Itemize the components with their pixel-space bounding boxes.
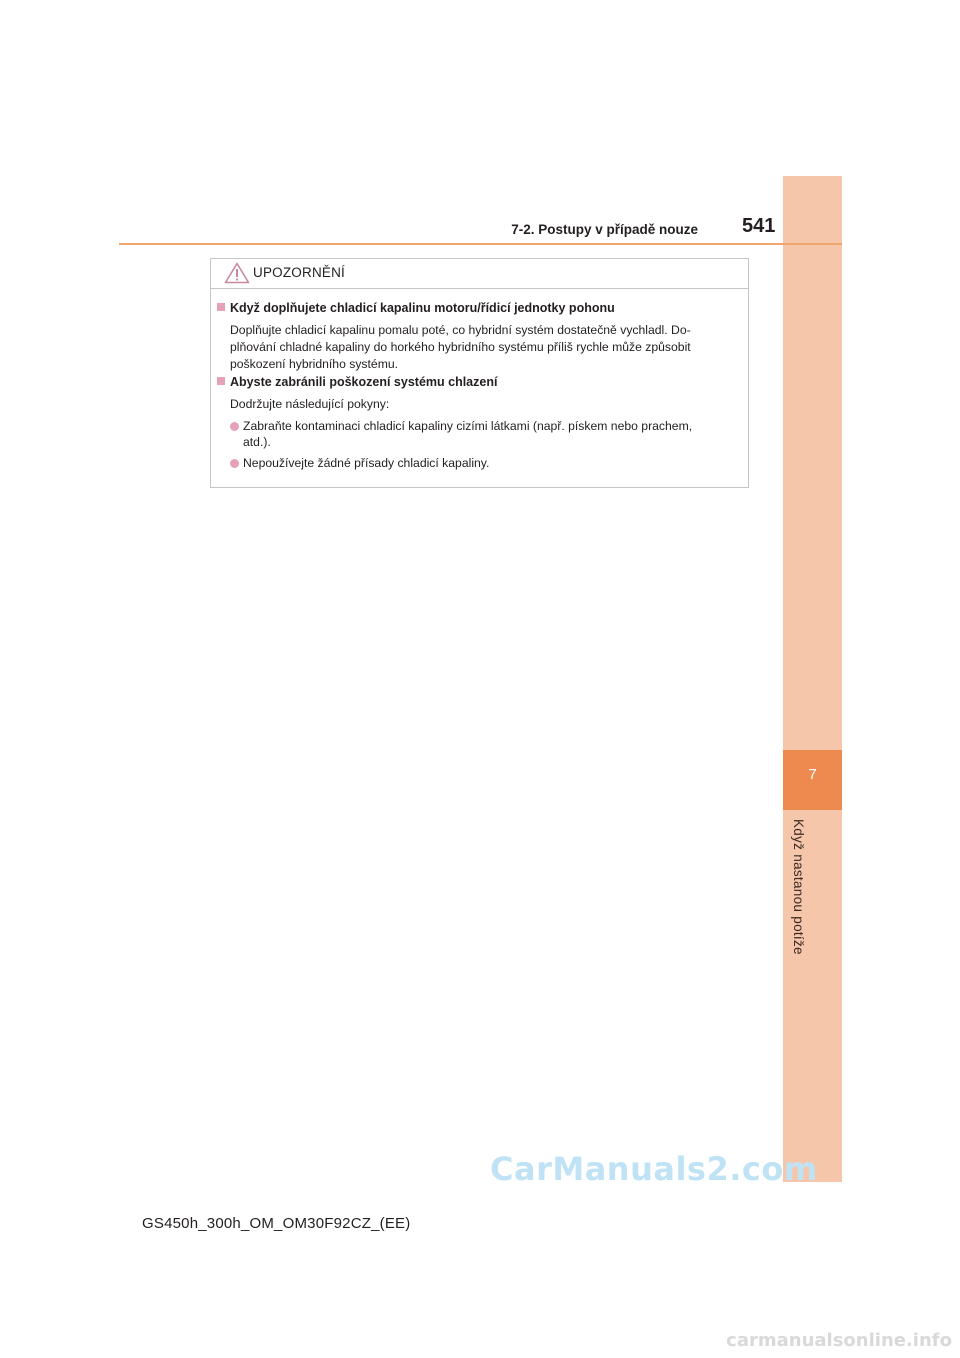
paragraph <box>230 322 742 373</box>
list-item: Nepoužívejte žádné přísady chladicí kapaliny. <box>229 455 745 471</box>
paragraph-line: poškození hybridního systému. <box>230 357 399 371</box>
round-bullet-icon <box>230 459 239 468</box>
warning-triangle-icon <box>224 262 250 284</box>
section-title: 7-2. Postupy v případě nouze <box>511 222 698 237</box>
warning-header <box>211 259 748 289</box>
watermark-text: carmanualsonline.info <box>726 1330 952 1351</box>
section-heading: Když doplňujete chladicí kapalinu motoru/řídicí jednotky pohonu <box>217 301 615 315</box>
header-rule <box>119 243 842 245</box>
intro-text: Dodržujte následující pokyny: <box>230 397 390 411</box>
section-heading: Abyste zabránili poškození systému chlazení <box>217 375 497 389</box>
paragraph-line: plňování chladné kapaliny do horkého hybridního systému příliš rychle může způsobit <box>230 340 691 354</box>
model-code: GS450h_300h_OM_OM30F92CZ_(EE) <box>142 1215 411 1232</box>
chapter-side-tab <box>783 176 842 1182</box>
chapter-title: Když nastanou potíže <box>791 819 806 955</box>
warning-title: UPOZORNĚNÍ <box>253 265 346 280</box>
square-bullet-icon <box>217 377 225 385</box>
warning-box <box>210 258 749 488</box>
list-item: Zabraňte kontaminaci chladicí kapaliny cizími látkami (např. pískem nebo prachem, atd.). <box>229 418 745 450</box>
square-bullet-icon <box>217 303 225 311</box>
chapter-number: 7 <box>808 766 817 783</box>
round-bullet-icon <box>230 422 239 431</box>
watermark-logo: CarManuals2.com <box>490 1150 818 1188</box>
page-number: 541 <box>742 215 776 237</box>
paragraph-line: Doplňujte chladicí kapalinu pomalu poté, co hybridní systém dostatečně vychladl. Do- <box>230 323 691 337</box>
